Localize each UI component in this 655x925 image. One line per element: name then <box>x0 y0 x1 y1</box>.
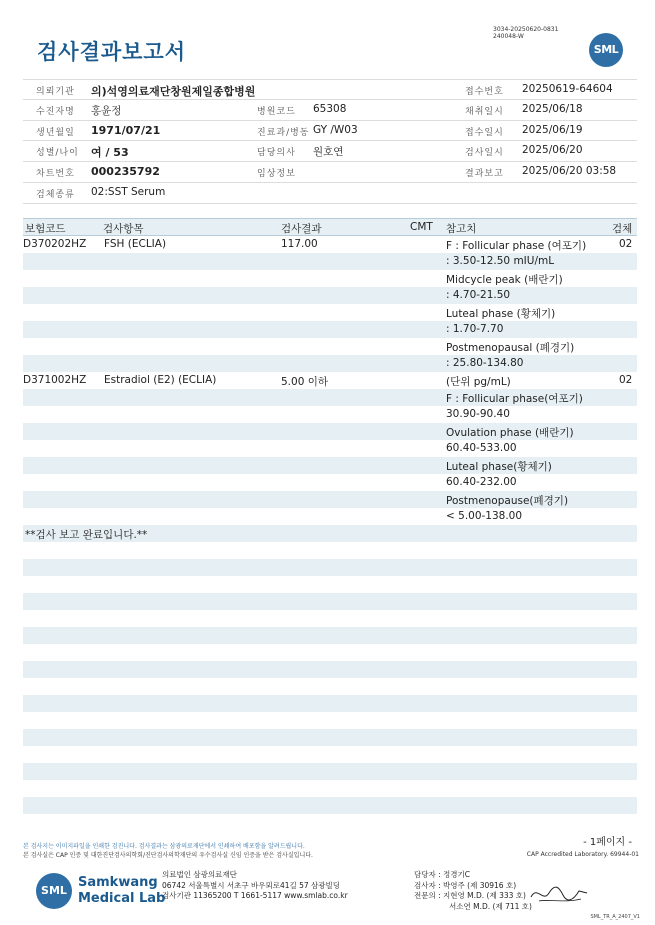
table-stripe <box>23 593 637 610</box>
patient-label: 수진자명 <box>36 106 75 117</box>
document-id-line-2: 240048-W <box>493 33 524 40</box>
reference-range: Luteal phase(황체기) <box>446 461 552 473</box>
reference-range: Ovulation phase (배란기) <box>446 427 574 439</box>
footer-brand <box>78 875 165 907</box>
dept-value: GY /W03 <box>313 123 358 136</box>
birth-value: 1971/07/21 <box>91 123 161 137</box>
reference-range: Luteal phase (황체기) <box>446 308 556 320</box>
table-stripe <box>23 355 637 372</box>
reference-range: Postmenopausal (폐경기) <box>446 342 575 354</box>
table-stripe <box>23 576 637 593</box>
receipt-no-label: 접수번호 <box>465 87 504 97</box>
receipt-date-label: 접수일시 <box>465 127 504 138</box>
institution-label: 의뢰기관 <box>36 87 75 97</box>
info-row <box>23 121 637 142</box>
header-reference: 참고치 <box>446 223 477 235</box>
reference-range: Postmenopause(폐경기) <box>446 495 569 507</box>
table-stripe <box>23 797 637 814</box>
reference-range: : 3.50-12.50 mIU/mL <box>446 255 555 267</box>
reference-range: < 5.00-138.00 <box>446 510 523 522</box>
collect-date-value: 2025/06/18 <box>522 102 583 115</box>
header-result: 검사결과 <box>281 223 322 235</box>
doctor-value: 원호연 <box>313 146 344 159</box>
clinical-info-label: 임상정보 <box>257 169 296 180</box>
chart-no-value: 000235792 <box>91 165 160 179</box>
table-stripe <box>23 440 637 457</box>
collect-date-label: 채취일시 <box>465 106 504 117</box>
sex-age-label: 성별/나이 <box>36 148 79 159</box>
staff-line: 담당자 : 정경기C <box>414 870 471 879</box>
staff-line: 검사자 : 박영주 (제 30916 호) <box>414 880 517 890</box>
receipt-no-value: 20250619-64604 <box>522 83 613 95</box>
specimen-code: 02 <box>619 374 633 386</box>
reference-range: (단위 pg/mL) <box>446 376 511 388</box>
hospital-code-value: 65308 <box>313 102 347 115</box>
reference-range: 60.40-533.00 <box>446 442 517 454</box>
page-title: 검사결과보고서 <box>37 40 187 64</box>
reference-range: 60.40-232.00 <box>446 476 517 488</box>
header-item: 검사항목 <box>103 223 144 235</box>
table-stripe <box>23 712 637 729</box>
reference-range: : 1.70-7.70 <box>446 323 504 335</box>
lab-address <box>162 870 348 902</box>
table-stripe <box>23 474 637 491</box>
signature-image <box>529 881 589 907</box>
reference-range: F : Follicular phase(여포기) <box>446 393 583 405</box>
table-stripe <box>23 321 637 338</box>
table-stripe <box>23 661 637 678</box>
results-table-header <box>23 218 637 236</box>
patient-info <box>23 79 637 204</box>
report-date-value: 2025/06/20 03:58 <box>522 165 617 178</box>
brand-line-1: Samkwang <box>78 875 158 890</box>
form-code: SML_TR_A_2407_V1 <box>590 914 640 920</box>
info-row <box>23 79 637 100</box>
lab-contact: 검사기관 11365200 T 1661-5117 www.smlab.co.kr <box>162 891 348 900</box>
reference-range: F : Follicular phase (여포기) <box>446 240 587 252</box>
report-date-label: 결과보고 <box>465 169 504 180</box>
page-number: - 1페이지 - <box>583 837 632 848</box>
info-row <box>23 100 637 121</box>
reference-range: Midcycle peak (배란기) <box>446 274 563 286</box>
table-stripe <box>23 559 637 576</box>
table-stripe <box>23 729 637 746</box>
staff-line: 서소연 M.D. (제 711 호) <box>449 901 532 911</box>
header-specimen: 검체 <box>612 223 633 235</box>
specimen-type-label: 검체종류 <box>36 189 75 200</box>
reference-range: : 4.70-21.50 <box>446 289 511 301</box>
insurance-code: D370202HZ <box>23 238 87 250</box>
birth-label: 생년월일 <box>36 127 75 138</box>
specimen-type-value: 02:SST Serum <box>91 185 166 198</box>
insurance-code: D371002HZ <box>23 374 87 386</box>
receipt-date-value: 2025/06/19 <box>522 123 583 136</box>
test-result: 117.00 <box>281 238 318 250</box>
accreditation-notice: 본 검사실은 CAP 인증 및 대한진단검사의학회/진단검사의학재단의 우수검사실 신임 인증을 받은 검사실입니다. <box>23 852 313 859</box>
footer-sml-logo: SML <box>36 873 72 909</box>
document-id <box>493 26 558 40</box>
brand-line-2: Medical Lab <box>78 891 166 906</box>
document-id-line-1: 3034-20250620-0831 <box>493 26 559 33</box>
specimen-code: 02 <box>619 238 633 250</box>
doctor-label: 담당의사 <box>257 148 296 159</box>
table-stripe <box>23 763 637 780</box>
info-row <box>23 183 637 204</box>
info-row <box>23 141 637 162</box>
header-cmt: CMT <box>410 221 433 233</box>
institution-value: 의)석영의료재단창원제일종합병원 <box>91 85 256 98</box>
table-stripe <box>23 746 637 763</box>
cap-accreditation: CAP Accredited Laboratory. 69944-01 <box>526 851 639 858</box>
sml-logo: SML <box>589 33 623 67</box>
header-code: 보험코드 <box>25 223 66 235</box>
table-stripe <box>23 695 637 712</box>
test-result: 5.00 이하 <box>281 376 329 388</box>
table-stripe <box>23 287 637 304</box>
fine-print-notice: 본 검사지는 이미지파일을 인쇄한 검진니다. 검사결과는 삼광의료재단에서 인쇄하여 배포함을 알려드립니다. <box>23 843 305 850</box>
test-date-value: 2025/06/20 <box>522 144 583 157</box>
info-row <box>23 162 637 183</box>
table-stripe <box>23 542 637 559</box>
table-stripe <box>23 406 637 423</box>
table-stripe <box>23 644 637 661</box>
table-stripe <box>23 610 637 627</box>
test-item: Estradiol (E2) (ECLIA) <box>104 374 217 386</box>
chart-no-label: 차트번호 <box>36 169 75 180</box>
patient-value: 홍윤정 <box>91 104 122 117</box>
reference-range: : 25.80-134.80 <box>446 357 524 369</box>
table-stripe <box>23 627 637 644</box>
report-complete-note: **검사 보고 완료입니다.** <box>25 529 148 541</box>
sex-age-value: 여 / 53 <box>91 146 129 160</box>
hospital-code-label: 병원코드 <box>257 106 296 117</box>
staff-line: 전문의 : 지현영 M.D. (제 333 호) <box>414 891 526 900</box>
table-stripe <box>23 508 637 525</box>
table-stripe <box>23 814 637 831</box>
lab-street: 06742 서울특별시 서초구 바우뫼로41길 57 삼광빌딩 <box>162 880 341 890</box>
table-stripe <box>23 678 637 695</box>
dept-label: 진료과/병동 <box>257 127 310 138</box>
lab-staff <box>414 870 532 912</box>
reference-range: 30.90-90.40 <box>446 408 510 420</box>
lab-org: 의료법인 삼광의료재단 <box>162 870 237 879</box>
test-item: FSH (ECLIA) <box>104 238 167 250</box>
table-stripe <box>23 780 637 797</box>
test-date-label: 검사일시 <box>465 148 504 159</box>
